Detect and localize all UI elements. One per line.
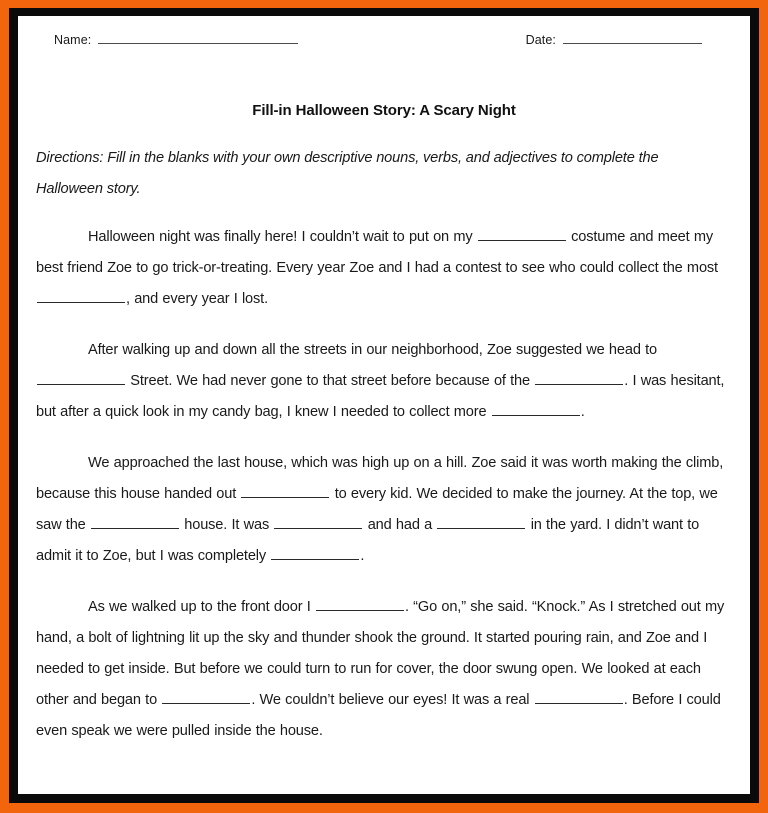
date-field[interactable] (526, 32, 702, 47)
fill-in-blank[interactable] (37, 289, 125, 303)
paragraph-3: We approached the last house, which was high up on a hill. Zoe said it was worth making the climb, because this house handed out to every kid. We decided to make the journey. At the top, we saw the house. It was and had a in the yard. I didn’t want to admit it to Zoe, but I was completely . (36, 455, 724, 564)
fill-in-blank[interactable] (91, 515, 179, 529)
fill-in-blank[interactable] (274, 515, 362, 529)
name-write-line[interactable] (98, 32, 298, 44)
page-title: Fill-in Halloween Story: A Scary Night (252, 102, 516, 119)
decorative-black-border (9, 8, 759, 803)
fill-in-blank[interactable] (316, 597, 404, 611)
fill-in-blank[interactable] (535, 690, 623, 704)
fill-in-blank[interactable] (535, 371, 623, 385)
fill-in-blank[interactable] (162, 690, 250, 704)
name-field[interactable] (54, 32, 298, 47)
date-write-line[interactable] (563, 32, 702, 44)
paragraph-2: After walking up and down all the streets in our neighborhood, Zoe suggested we head to Street. We had never gone to that street before because of the . I was hesitant, but after a quick look in my candy bag, I knew I needed to collect more . (36, 342, 725, 420)
name-label: Name: (54, 33, 92, 47)
date-label: Date: (525, 33, 556, 47)
directions-text: Directions: Fill in the blanks with your own descriptive nouns, verbs, and adjectives to complete the Halloween story. (36, 150, 659, 197)
fill-in-blank[interactable] (478, 227, 566, 241)
worksheet-sheet (18, 16, 750, 794)
fill-in-blank[interactable] (241, 484, 329, 498)
fill-in-blank[interactable] (271, 546, 359, 560)
fill-in-blank[interactable] (37, 371, 125, 385)
paragraph-4: As we walked up to the front door I . “Go on,” she said. “Knock.” As I stretched out my hand, a bolt of lightning lit up the sky and thunder shook the ground. It started pouring rain, and Zoe and I needed to get inside. But before we could turn to run for cover, the door swung open. We looked at each other and began to . We couldn’t believe our eyes! It was a real . Before I could even speak we were pulled inside the house. (36, 599, 725, 739)
paragraph-1: Halloween night was finally here! I couldn’t wait to put on my costume and meet my best friend Zoe to go trick-or-treating. Every year Zoe and I had a contest to see who could collect the most , and every year I lost. (36, 229, 718, 307)
fill-in-blank[interactable] (492, 402, 580, 416)
fill-in-blank[interactable] (437, 515, 525, 529)
worksheet-header (36, 32, 732, 54)
story-body (36, 222, 732, 747)
